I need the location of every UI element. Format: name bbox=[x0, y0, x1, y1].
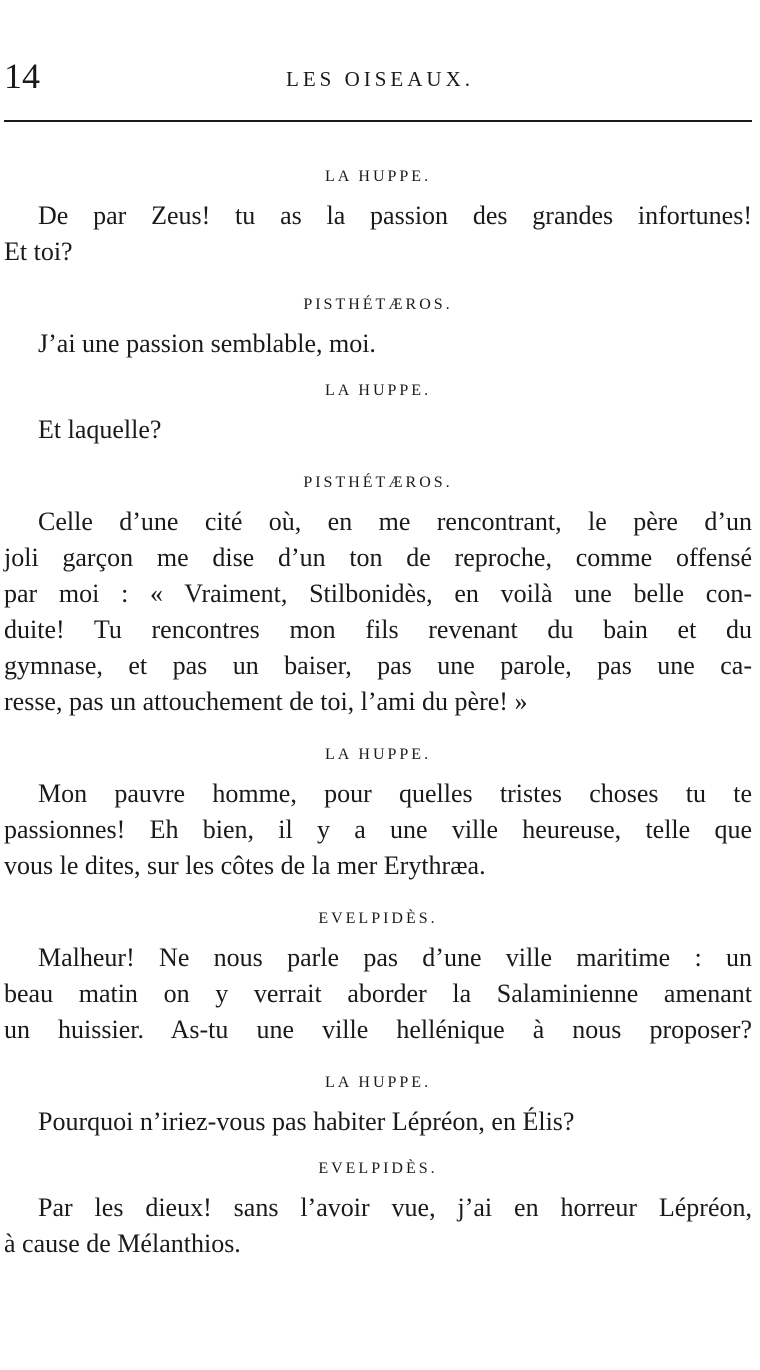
text-line: Et laquelle? bbox=[38, 415, 162, 444]
speaker-name: LA HUPPE. bbox=[324, 382, 432, 399]
speech bbox=[4, 294, 752, 362]
text-line: à cause de Mélanthios. bbox=[4, 1229, 241, 1258]
speaker-name: LA HUPPE. bbox=[324, 1074, 432, 1091]
text-line: vous le dites, sur les côtes de la mer Erythræa. bbox=[4, 851, 486, 880]
text-line: passionnes! Eh bien, il y a une ville heureuse, telle que bbox=[4, 815, 752, 844]
text-line: beau matin on y verrait aborder la Salaminienne amenant bbox=[4, 979, 752, 1008]
text-line: Mon pauvre homme, pour quelles tristes choses tu te bbox=[38, 779, 752, 808]
text-line: Et toi? bbox=[4, 237, 73, 266]
speaker-name: PISTHÉTÆROS. bbox=[303, 474, 453, 491]
text-line: joli garçon me dise d’un ton de reproche, comme offensé bbox=[4, 543, 752, 572]
speech bbox=[4, 166, 752, 270]
text-line: J’ai une passion semblable, moi. bbox=[38, 329, 376, 358]
speech bbox=[4, 908, 752, 1048]
text-line: resse, pas un attouchement de toi, l’ami du père! » bbox=[4, 687, 528, 716]
speech bbox=[4, 380, 752, 448]
text-line: par moi : « Vraiment, Stilbonidès, en voilà une belle con- bbox=[4, 579, 752, 608]
text-line: Pourquoi n’iriez-vous pas habiter Lépréon, en Élis? bbox=[38, 1107, 575, 1136]
text-line: gymnase, et pas un baiser, pas une parole, pas une ca- bbox=[4, 651, 752, 680]
page-header bbox=[0, 0, 760, 124]
text-line: un huissier. As-tu une ville hellénique à nous proposer? bbox=[4, 1015, 752, 1044]
running-title: LES OISEAUX. bbox=[286, 67, 474, 91]
speech bbox=[4, 744, 752, 884]
speaker-name: LA HUPPE. bbox=[324, 746, 432, 763]
speech bbox=[4, 1158, 752, 1262]
text-line: Celle d’une cité où, en me rencontrant, le père d’un bbox=[38, 507, 752, 536]
speaker-name: EVELPIDÈS. bbox=[318, 910, 438, 927]
speech bbox=[4, 472, 752, 720]
text-line: Par les dieux! sans l’avoir vue, j’ai en horreur Lépréon, bbox=[38, 1193, 752, 1222]
text-line: duite! Tu rencontres mon fils revenant du bain et du bbox=[4, 615, 752, 644]
speaker-name: PISTHÉTÆROS. bbox=[303, 296, 453, 313]
speaker-name: LA HUPPE. bbox=[324, 168, 432, 185]
body-text bbox=[4, 166, 752, 1262]
header-rule bbox=[4, 120, 752, 122]
text-line: Malheur! Ne nous parle pas d’une ville maritime : un bbox=[38, 943, 752, 972]
speech bbox=[4, 1072, 752, 1140]
speaker-name: EVELPIDÈS. bbox=[318, 1160, 438, 1177]
text-line: De par Zeus! tu as la passion des grandes infortunes! bbox=[38, 201, 752, 230]
page-number: 14 bbox=[4, 56, 40, 96]
